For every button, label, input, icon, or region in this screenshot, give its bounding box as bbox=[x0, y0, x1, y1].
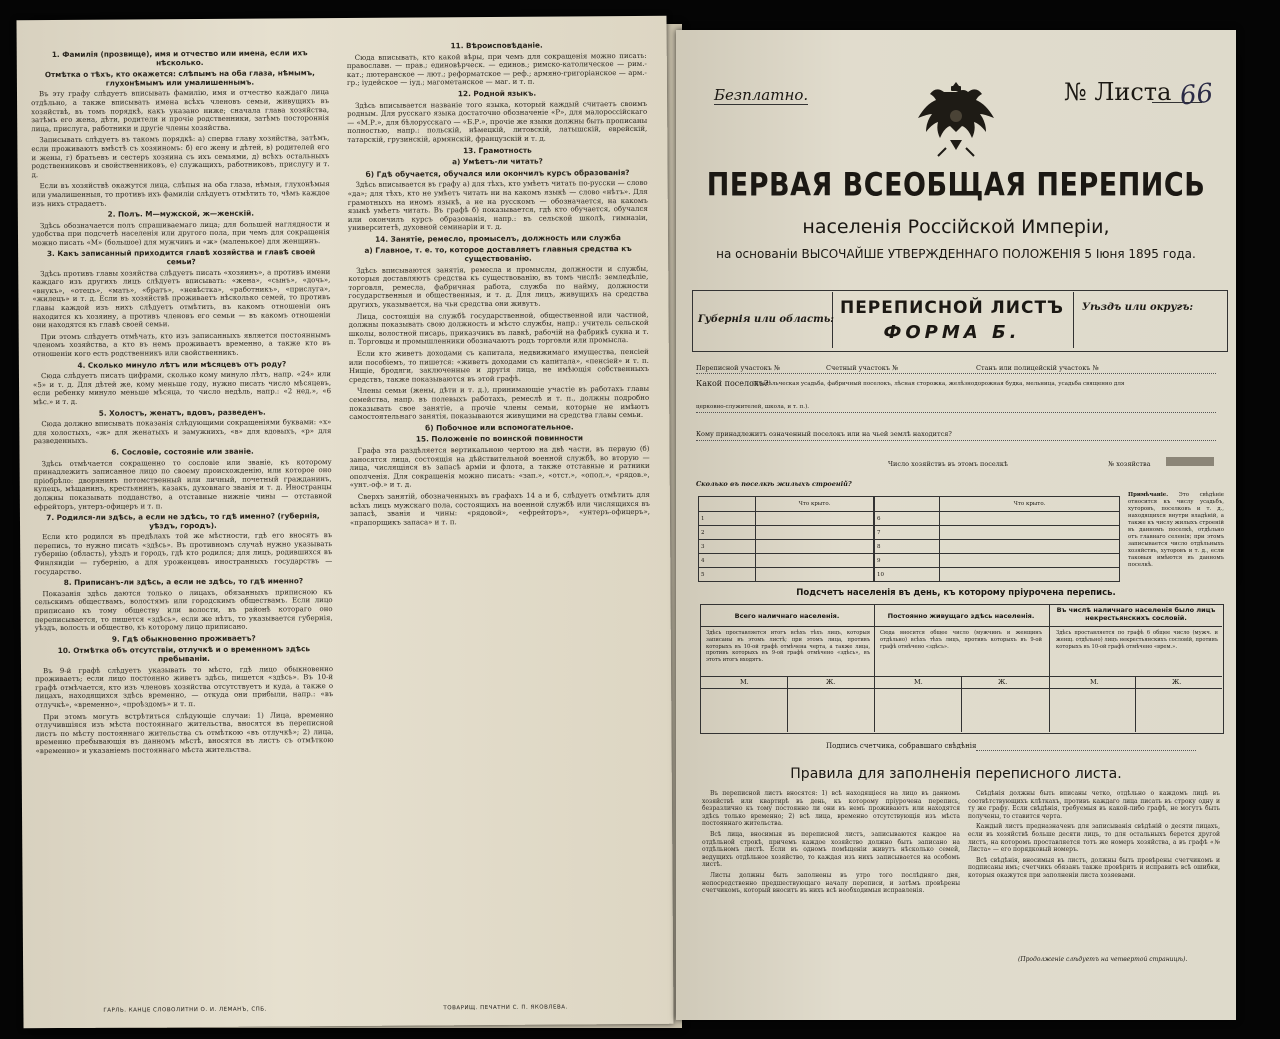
body-text: Если въ хозяйствѣ окажутся лица, слѣпыя на оба глаза, нѣмыя, глухонѣмыя или умалишенныя, то противъ ихъ фамиліи слѣдуетъ отмѣтить то, чѣмъ каждое изъ нихъ страдаетъ. bbox=[31, 180, 330, 208]
signature-line bbox=[976, 750, 1196, 751]
count-col-non-peasant: Въ числѣ наличнаго населенія было лицъ некрестьянскихъ сословій. bbox=[1056, 606, 1216, 622]
count-header-rule bbox=[700, 626, 1222, 627]
imperial-eagle-emblem bbox=[916, 70, 996, 160]
section-heading: 10. Отмѣтка объ отсутствіи, отлучкѣ и о временномъ здѣсь пребываніи. bbox=[57, 644, 311, 664]
count-instructions: Сюда вносится общее число (мужчинъ и женщинъ отдѣльно) всѣхъ тѣхъ лицъ, противъ которыхъ въ 9-ой графѣ отмѣчено «здѣсь». bbox=[880, 630, 1042, 650]
count-col-permanent: Постоянно живущаго здѣсь населенія. bbox=[887, 612, 1035, 620]
census-district-label: Переписной участокъ № bbox=[696, 364, 781, 372]
rules-title: Правила для заполненія переписного листа. bbox=[790, 766, 1122, 782]
body-text: Листы должны быть заполнены въ утро того послѣдняго дня, непосредственно предшествующаго началу переписи, и затѣмъ провѣрены счетчикомъ, который вноситъ въ нихъ всѣ необходимыя исправленія. bbox=[702, 871, 960, 895]
count-instructions: Здѣсь проставляется итогъ всѣхъ тѣхъ лицъ, которыя записаны въ этомъ листѣ; при этомъ лица, противъ которыхъ въ 10-ой графѣ отмѣчена черта, а также лица, противъ которыхъ въ 9-ой графѣ отмѣчено «здѣсь», въ этотъ итогъ входятъ. bbox=[706, 630, 870, 664]
body-text: Сверхъ занятій, обозначенныхъ въ графахъ 14 а и б, слѣдуетъ отмѣтить для всѣхъ лицъ мужскаго пола, состоящихъ на военной службѣ или числящихся въ запасѣ, званія и чины: «рядовой», «ефрейторъ», «унтеръ-офицеръ», «прапорщикъ запаса» и т. п. bbox=[349, 490, 650, 527]
count-col-divider bbox=[1135, 676, 1136, 732]
body-text: Показанія здѣсь даются только о лицахъ, обязанныхъ приписною къ сельскимъ обществамъ, волостямъ или городскимъ обществамъ. Если лицо приписано къ тому обществу или волости, въ районѣ котораго оно переписывается, то пишется «здѣсь», если же нѣтъ, то указывается губернія, уѣздъ, волость и общество, къ которому лицо приписано. bbox=[34, 587, 333, 633]
section-heading: а) Умѣетъ-ли читать? bbox=[452, 156, 543, 167]
settlement-line bbox=[696, 412, 1216, 413]
population-count-middle bbox=[874, 604, 1050, 732]
body-text: Сюда должно вписывать показанія слѣдующими сокращеніями буквами: «х» для холостыхъ, «ж» для женатыхъ и замужнихъ, «в» для вдовыхъ, «р» для разведенныхъ. bbox=[33, 418, 332, 446]
buildings-table-right bbox=[874, 496, 1120, 582]
census-subtitle: населенія Россійской Имперіи, bbox=[802, 216, 1110, 238]
body-text: Если кто родился въ предѣлахъ той же мѣстности, гдѣ его вносятъ въ перепись, то нужно писать «здѣсь». Въ противномъ случаѣ нужно указывать губернію (область), уѣздъ и городъ, гдѣ кто родился; для лицъ, родившихся въ Финляндіи — губернію, а для уроженцевъ иностранныхъ государствъ — государство. bbox=[34, 531, 333, 576]
male-label: М. bbox=[914, 678, 923, 686]
printer-footer: ТОВАРИЩ. ПЕЧАТНИ С. П. ЯКОВЛЕВА. bbox=[443, 1004, 568, 1012]
buildings-col-header: Что крыто. bbox=[756, 497, 874, 512]
section-heading: 9. Гдѣ обыкновенно проживаетъ? bbox=[111, 633, 256, 644]
body-text: Въ 9-й графѣ слѣдуетъ указывать то мѣсто, гдѣ лицо обыкновенно проживаетъ; если лицо постоянно живетъ здѣсь, пишется «здѣсь». Въ 10-й графѣ отмѣчается, кто изъ членовъ хозяйства отсутствуетъ и куда, а также о лицахъ, находящихся здѣсь временно, — откуда они прибыли, напр.: «въ отлучкѣ», «временно», «проѣздомъ» и т. п. bbox=[35, 664, 334, 710]
count-instructions: Здѣсь проставляется по графѣ 6 общее число (мужч. и женщ. отдѣльно) лицъ некрестьянскихъ сословій, противъ которыхъ въ 10-ой графѣ отмѣчено «врем.». bbox=[1056, 630, 1218, 650]
households-label: Число хозяйствъ въ этомъ поселкѣ bbox=[888, 460, 1008, 468]
building-row-number: 8 bbox=[875, 540, 940, 554]
body-text: Члены семьи (жены, дѣти и т. д.), принимающіе участіе въ работахъ главы семейства, напр. въ полевыхъ работахъ, ремеслѣ и т. п., должны подробно показывать свое занятіе, а прочіе члены семьи, которые не имѣютъ самостоятельнаго занятія, показываются живущими на средства главы семьи. bbox=[349, 385, 650, 422]
section-heading: 1. Фамилія (прозвище), имя и отчество или имена, если ихъ нѣсколько. bbox=[51, 48, 308, 67]
body-text: Сюда вписывать, кто какой вѣры, при чемъ для сокращенія можно писать: православн. — прав.; единовѣрческ. — единов.; римско-католическое — рим.-кат.; лютеранское — лют.; реформатское — реф.; армяно-григоріанское — арм.-гр.; іудейское — іуд.; магометанское — маг. и т. п. bbox=[346, 51, 647, 88]
owner-line bbox=[696, 440, 1216, 441]
body-text: Въ переписной листъ вносятся: 1) всѣ находящіеся на лицо въ данномъ хозяйствѣ или квартирѣ въ день, къ которому пріурочена перепись, безразлично къ тому постоянно ли они въ немъ проживаютъ или находятся здѣсь только временно; 2) всѣ лица, временно отсутствующія изъ мѣста постояннаго жительства. bbox=[702, 790, 960, 828]
body-text: Въ эту графу слѣдуетъ вписывать фамилію, имя и отчество каждаго лица отдѣльно, а также вписывать имена всѣхъ членовъ семьи, живущихъ въ хозяйствѣ, въ томъ порядкѣ, какъ указано ниже; сначала глава хозяйства, затѣмъ его жена, дѣти, родители и прочіе родственники, затѣмъ постороннія лица, прислуга, работники и другіе члены хозяйства. bbox=[31, 88, 330, 133]
body-text: Лица, состоящія на службѣ государственной, общественной или частной, должны показывать свою должность и мѣсто службы, напр.: учитель сельской школы, волостной писарь, приказчикъ въ лавкѣ, рабочій на фабрикѣ сукна и т. п. Торговцы и промышленники обозначаютъ родъ торговли или промысла. bbox=[348, 310, 649, 347]
male-label: М. bbox=[1090, 678, 1099, 686]
body-text: Здѣсь вписываются занятія, ремесла и промыслы, должности и службы, которыя доставляютъ средства къ существованію, въ томъ числѣ: земледѣліе, торговля, ремесла, фабричная работа, служба по найму, должности государственныя и общественныя, и т. д. Для лицъ, живущихъ на средства другихъ, указывается, на чьи средства они живутъ. bbox=[348, 264, 649, 310]
body-text: Здѣсь вписывается въ графу а) для тѣхъ, кто умѣетъ читать по-русски — слово «да»; для тѣхъ, кто не умѣетъ читать ни на какомъ языкѣ — слово «нѣтъ». Для грамотныхъ на иномъ языкѣ, а не на русскомъ — обозначается, на какомъ языкѣ умѣетъ читать. Въ графѣ б) показывается, гдѣ кто обучается, обучался или окончилъ курсъ образованія, напр.: въ сельской школѣ, гимназіи, университетѣ, духовной семинаріи и т. д. bbox=[347, 179, 648, 233]
police-district-label: Станъ или полицейскій участокъ № bbox=[976, 364, 1099, 372]
census-title: ПЕРВАЯ ВСЕОБЩАЯ ПЕРЕПИСЬ bbox=[706, 166, 1206, 205]
count-col-divider bbox=[787, 676, 788, 732]
settlement-hint-2: церковно-служителей, школа, и т. п.). bbox=[696, 404, 810, 410]
section-heading: 14. Занятіе, ремесло, промыселъ, должность или служба bbox=[375, 232, 621, 244]
address-line bbox=[696, 373, 1216, 374]
male-label: М. bbox=[740, 678, 749, 686]
buildings-col-header: Что крыто. bbox=[940, 497, 1120, 512]
section-heading: б) Побочное или вспомогательное. bbox=[425, 422, 574, 433]
free-label: Безплатно. bbox=[714, 86, 809, 104]
rules-column-2 bbox=[968, 790, 1220, 954]
form-name: ФОРМА Б. bbox=[883, 322, 1021, 343]
left-column-2 bbox=[347, 38, 654, 990]
body-text: Графа эта раздѣляется вертикальною чертою на двѣ части, въ первую (б) заносятся лица, состоящія на дѣйствительной военной службѣ, во вторую — лица, числящіяся въ запасѣ арміи и флота, а также отставные и ратники ополченія. Для сокращенія можно писать: «зап.», «отст.», «опол.», «рядов.», «унт.-оф.» и т. д. bbox=[349, 444, 650, 490]
body-text: Всѣ свѣдѣнія, вносимыя въ листъ, должны быть провѣрены счетчикомъ и подписаны имъ; счетчикъ обязанъ также провѣрить и исправить всѣ ошибки, которыя окажутся при заполненіи листа хозяевами. bbox=[968, 856, 1220, 879]
rules-column-1 bbox=[702, 790, 960, 966]
buildings-label: Сколько въ поселкѣ жилыхъ строеній? bbox=[696, 480, 852, 488]
section-heading: 11. Вѣроисповѣданіе. bbox=[450, 40, 543, 51]
sheet-number-label: № Листа bbox=[1064, 78, 1172, 106]
count-col-total: Всего наличнаго населенія. bbox=[734, 612, 840, 620]
body-text: Здѣсь противъ главы хозяйства слѣдуетъ писать «хозяинъ», а противъ имени каждаго изъ другихъ лицъ слѣдуетъ вписывать: «жена», «сынъ», «дочь», «внукъ», «отецъ», «мать», «братъ», «невѣстка», «работникъ», «прислуга», «жилецъ» и т. д. Если въ хозяйствѣ проживаетъ нѣсколько семей, то противъ главы каждой изъ нихъ слѣдуетъ отмѣтить, въ какомъ отношеніи онъ находится къ хозяину, а противъ членовъ его семьи — въ какомъ отношеніи они находятся къ главѣ своей семьи. bbox=[32, 267, 331, 330]
building-row-number: 9 bbox=[875, 554, 940, 568]
household-number-label: № хозяйства bbox=[1108, 460, 1151, 468]
body-text: При этомъ слѣдуетъ отмѣчать, кто изъ записанныхъ является постояннымъ членомъ хозяйства, а кто въ немъ проживаетъ временно, а также кто въ отношеніи кого есть родственникъ или свойственникъ. bbox=[32, 330, 331, 359]
section-heading: 12. Родной языкъ. bbox=[457, 88, 537, 99]
building-row-number: 3 bbox=[699, 540, 756, 554]
section-heading: 13. Грамотность bbox=[463, 145, 532, 155]
section-heading: 2. Полъ. М—мужской, ж—женскій. bbox=[107, 208, 255, 219]
body-text: Записывать слѣдуетъ въ такомъ порядкѣ: а) сперва главу хозяйства, затѣмъ, если проживаютъ вмѣстѣ съ хозяиномъ: б) его жену и дѣтей, в) родителей его и жены, г) братьевъ и сестеръ хозяина съ ихъ семьями, д) всѣхъ остальныхъ родственниковъ и свойственниковъ, е) служащихъ, работниковъ, прислугу и т. д. bbox=[31, 134, 330, 179]
buildings-table-left bbox=[698, 496, 874, 582]
building-row-number: 4 bbox=[699, 554, 756, 568]
body-text: Свѣдѣнія должны быть вписаны четко, отдѣльно о каждомъ лицѣ въ соотвѣтствующихъ клѣткахъ, противъ каждаго лица писать въ строку одну и ту же графу. Если свѣдѣнія, требуемыя въ какой-либо графѣ, не могутъ быть получены, то ставится черта. bbox=[968, 790, 1220, 820]
signature-label: Подпись счетчика, собравшаго свѣдѣнія bbox=[826, 742, 977, 750]
settlement-hint: (Владѣльческая усадьба, фабричный поселокъ, лѣсная сторожка, желѣзнодорожная будка, мельница, усадьба священно для bbox=[752, 381, 1125, 387]
redaction-block bbox=[1166, 457, 1214, 466]
body-text: При этомъ могутъ встрѣтиться слѣдующіе случаи: 1) Лица, временно отлучившіяся изъ мѣста постояннаго жительства, вносятся въ переписной листъ по мѣсту постояннаго жительства съ отмѣткою «въ отлучкѣ»; 2) лица, временно пребывающія въ данномъ мѣстѣ, вносятся въ листъ съ отмѣткою «временно» и указаніемъ постояннаго мѣста жительства. bbox=[35, 710, 334, 756]
left-page bbox=[16, 16, 673, 1029]
census-basis: на основаніи ВЫСОЧАЙШЕ УТВЕРЖДЕННАГО ПОЛОЖЕНІЯ 5 Іюня 1895 года. bbox=[716, 247, 1196, 261]
section-heading: 5. Холостъ, женатъ, вдовъ, разведенъ. bbox=[98, 407, 266, 418]
count-col-divider bbox=[961, 676, 962, 732]
count-heading: Подсчетъ населенія въ день, къ которому пріурочена перепись. bbox=[796, 588, 1116, 598]
body-text: Здѣсь обозначается полъ спрашиваемаго лица; для большей наглядности и удобства при подсчетѣ населенія или другого пола, при чемъ для сокращенія можно писать «М» (большое) для мужчинъ и «ж» (маленькое) для женщинъ. bbox=[31, 219, 331, 248]
province-label: Губернія или область: bbox=[698, 314, 834, 325]
section-heading: 6. Сословіе, состояніе или званіе. bbox=[111, 446, 254, 457]
left-column-1 bbox=[31, 46, 336, 988]
body-text: Если кто живетъ доходами съ капитала, недвижимаго имущества, пенсіей или пособіемъ, то пишется: «живетъ доходами съ капитала», «пенсіей» и т. п. Нищіе, бродяги, заключенные и другія лица, не имѣющія собственныхъ средствъ, также показываются въ этой графѣ. bbox=[348, 347, 649, 384]
body-text: Сюда слѣдуетъ писать цифрами, сколько кому минуло лѣтъ, напр. «24» или «5» и т. д. Для дѣтей же, кому меньше году, нужно писать число мѣсяцевъ, если ребенку минуло меньше мѣсяца, то число недѣль, напр.: «2 нед.», «6 мѣс.» и т. д. bbox=[33, 370, 332, 407]
section-heading: а) Главное, т. е. то, которое доставляетъ главныя средства къ существованію. bbox=[364, 244, 632, 264]
section-heading: б) Гдѣ обучается, обучался или окончилъ курсъ образованія? bbox=[365, 167, 630, 179]
form-title: ПЕРЕПИСНОЙ ЛИСТЪ bbox=[839, 298, 1065, 318]
section-heading: 3. Какъ записанный приходится главѣ хозяйства и главѣ своей семьи? bbox=[46, 247, 316, 267]
district-label: Уѣздъ или округъ: bbox=[1082, 302, 1194, 313]
building-row-number: 6 bbox=[875, 512, 940, 526]
body-text: Здѣсь отмѣчается сокращенно то сословіе или званіе, къ которому принадлежитъ записанное лицо по своему происхожденію, или которое оно пріобрѣло: дворянинъ потомственный или личный, почетный гражданинъ, купецъ, мѣщанинъ, крестьянинъ, казакъ, духовнаго званія и т. д. Иностранцы должны показывать подданство, а отставные нижніе чины — отставной ефрейторъ, унтеръ-офицеръ и т. п. bbox=[33, 457, 332, 511]
section-heading: 4. Сколько минуло лѣтъ или мѣсяцевъ отъ роду? bbox=[77, 359, 287, 370]
section-heading: 15. Положеніе по воинской повинности bbox=[415, 433, 583, 444]
body-text: Здѣсь вписывается названіе того языка, который каждый считаетъ своимъ родным. Для русскаго языка достаточно обозначеніе «Р», для малороссійскаго — «М.Р.», для бѣлорусскаго — «Б.Р.», прочіе же языки должны быть прописаны полностью, напр.: польскій, нѣмецкій, литовскій, латышскій, еврейскій, татарскій, грузинскій, армянскій, французскій и т. д. bbox=[347, 99, 648, 144]
continuation-note: (Продолженіе слѣдуетъ на четвертой страницѣ). bbox=[1018, 956, 1188, 963]
building-row-number: 1 bbox=[699, 512, 756, 526]
owner-label: Кому принадлежитъ означенный поселокъ или на чьей землѣ находится? bbox=[696, 430, 952, 438]
female-label: Ж. bbox=[1172, 678, 1182, 686]
body-text: Каждый листъ предназначенъ для записыванія свѣдѣній о десяти лицахъ, если въ хозяйствѣ больше десяти лицъ, то для остальныхъ берется другой листъ, на которомъ проставляется тотъ же номеръ хозяйства, а въ графѣ «№ Листа» — его порядковый номеръ. bbox=[968, 823, 1220, 854]
body-text: Всѣ лица, вносимыя въ переписной листъ, записываются каждое на отдѣльной строкѣ, причемъ каждое хозяйство должно быть записано на отдѣльномъ листѣ. Если въ одномъ помѣщеніи живутъ нѣсколько семей, ведущихъ отдѣльное хозяйство, то каждая изъ нихъ записывается на особомъ листѣ. bbox=[702, 830, 960, 869]
female-label: Ж. bbox=[826, 678, 836, 686]
building-row-number: 2 bbox=[699, 526, 756, 540]
building-row-number: 7 bbox=[875, 526, 940, 540]
building-row-number: 5 bbox=[699, 568, 756, 582]
counting-district-label: Счетный участокъ № bbox=[826, 364, 899, 372]
sheet-number-handwritten: 66 bbox=[1178, 78, 1215, 112]
printer-footer: ГАРЛЬ. КАНЦЕ СЛОВОЛИТНИ О. И. ЛЕМАНЪ, СПБ. bbox=[103, 1006, 267, 1014]
right-page bbox=[676, 30, 1236, 1020]
building-row-number: 10 bbox=[875, 568, 940, 582]
settlement-label: Какой поселокъ? bbox=[696, 379, 769, 388]
buildings-note: Примѣчаніе. Это свѣдѣніе относится къ числу усадьбъ, хуторовъ, поселковъ и т. д., находящихся внутри владѣній, а также къ числу жилыхъ строеній въ данномъ поселкѣ, отдѣльно отъ главнаго селенія; при этомъ записывается число отдѣльныхъ хозяйствъ, хуторовъ и т. д., если таковыя имѣются въ данномъ поселкѣ. bbox=[1128, 492, 1224, 568]
note-title: Примѣчаніе. bbox=[1128, 492, 1169, 498]
section-heading: 7. Родился-ли здѣсь, а если не здѣсь, то гдѣ именно? (губернія, уѣздъ, городъ). bbox=[46, 511, 320, 531]
section-heading: 8. Приписанъ-ли здѣсь, а если не здѣсь, то гдѣ именно? bbox=[63, 576, 304, 588]
female-label: Ж. bbox=[998, 678, 1008, 686]
section-heading: Отмѣтка о тѣхъ, кто окажется: слѣпымъ на оба глаза, нѣмымъ, глухонѣмымъ или умалишеннымъ. bbox=[44, 68, 315, 88]
